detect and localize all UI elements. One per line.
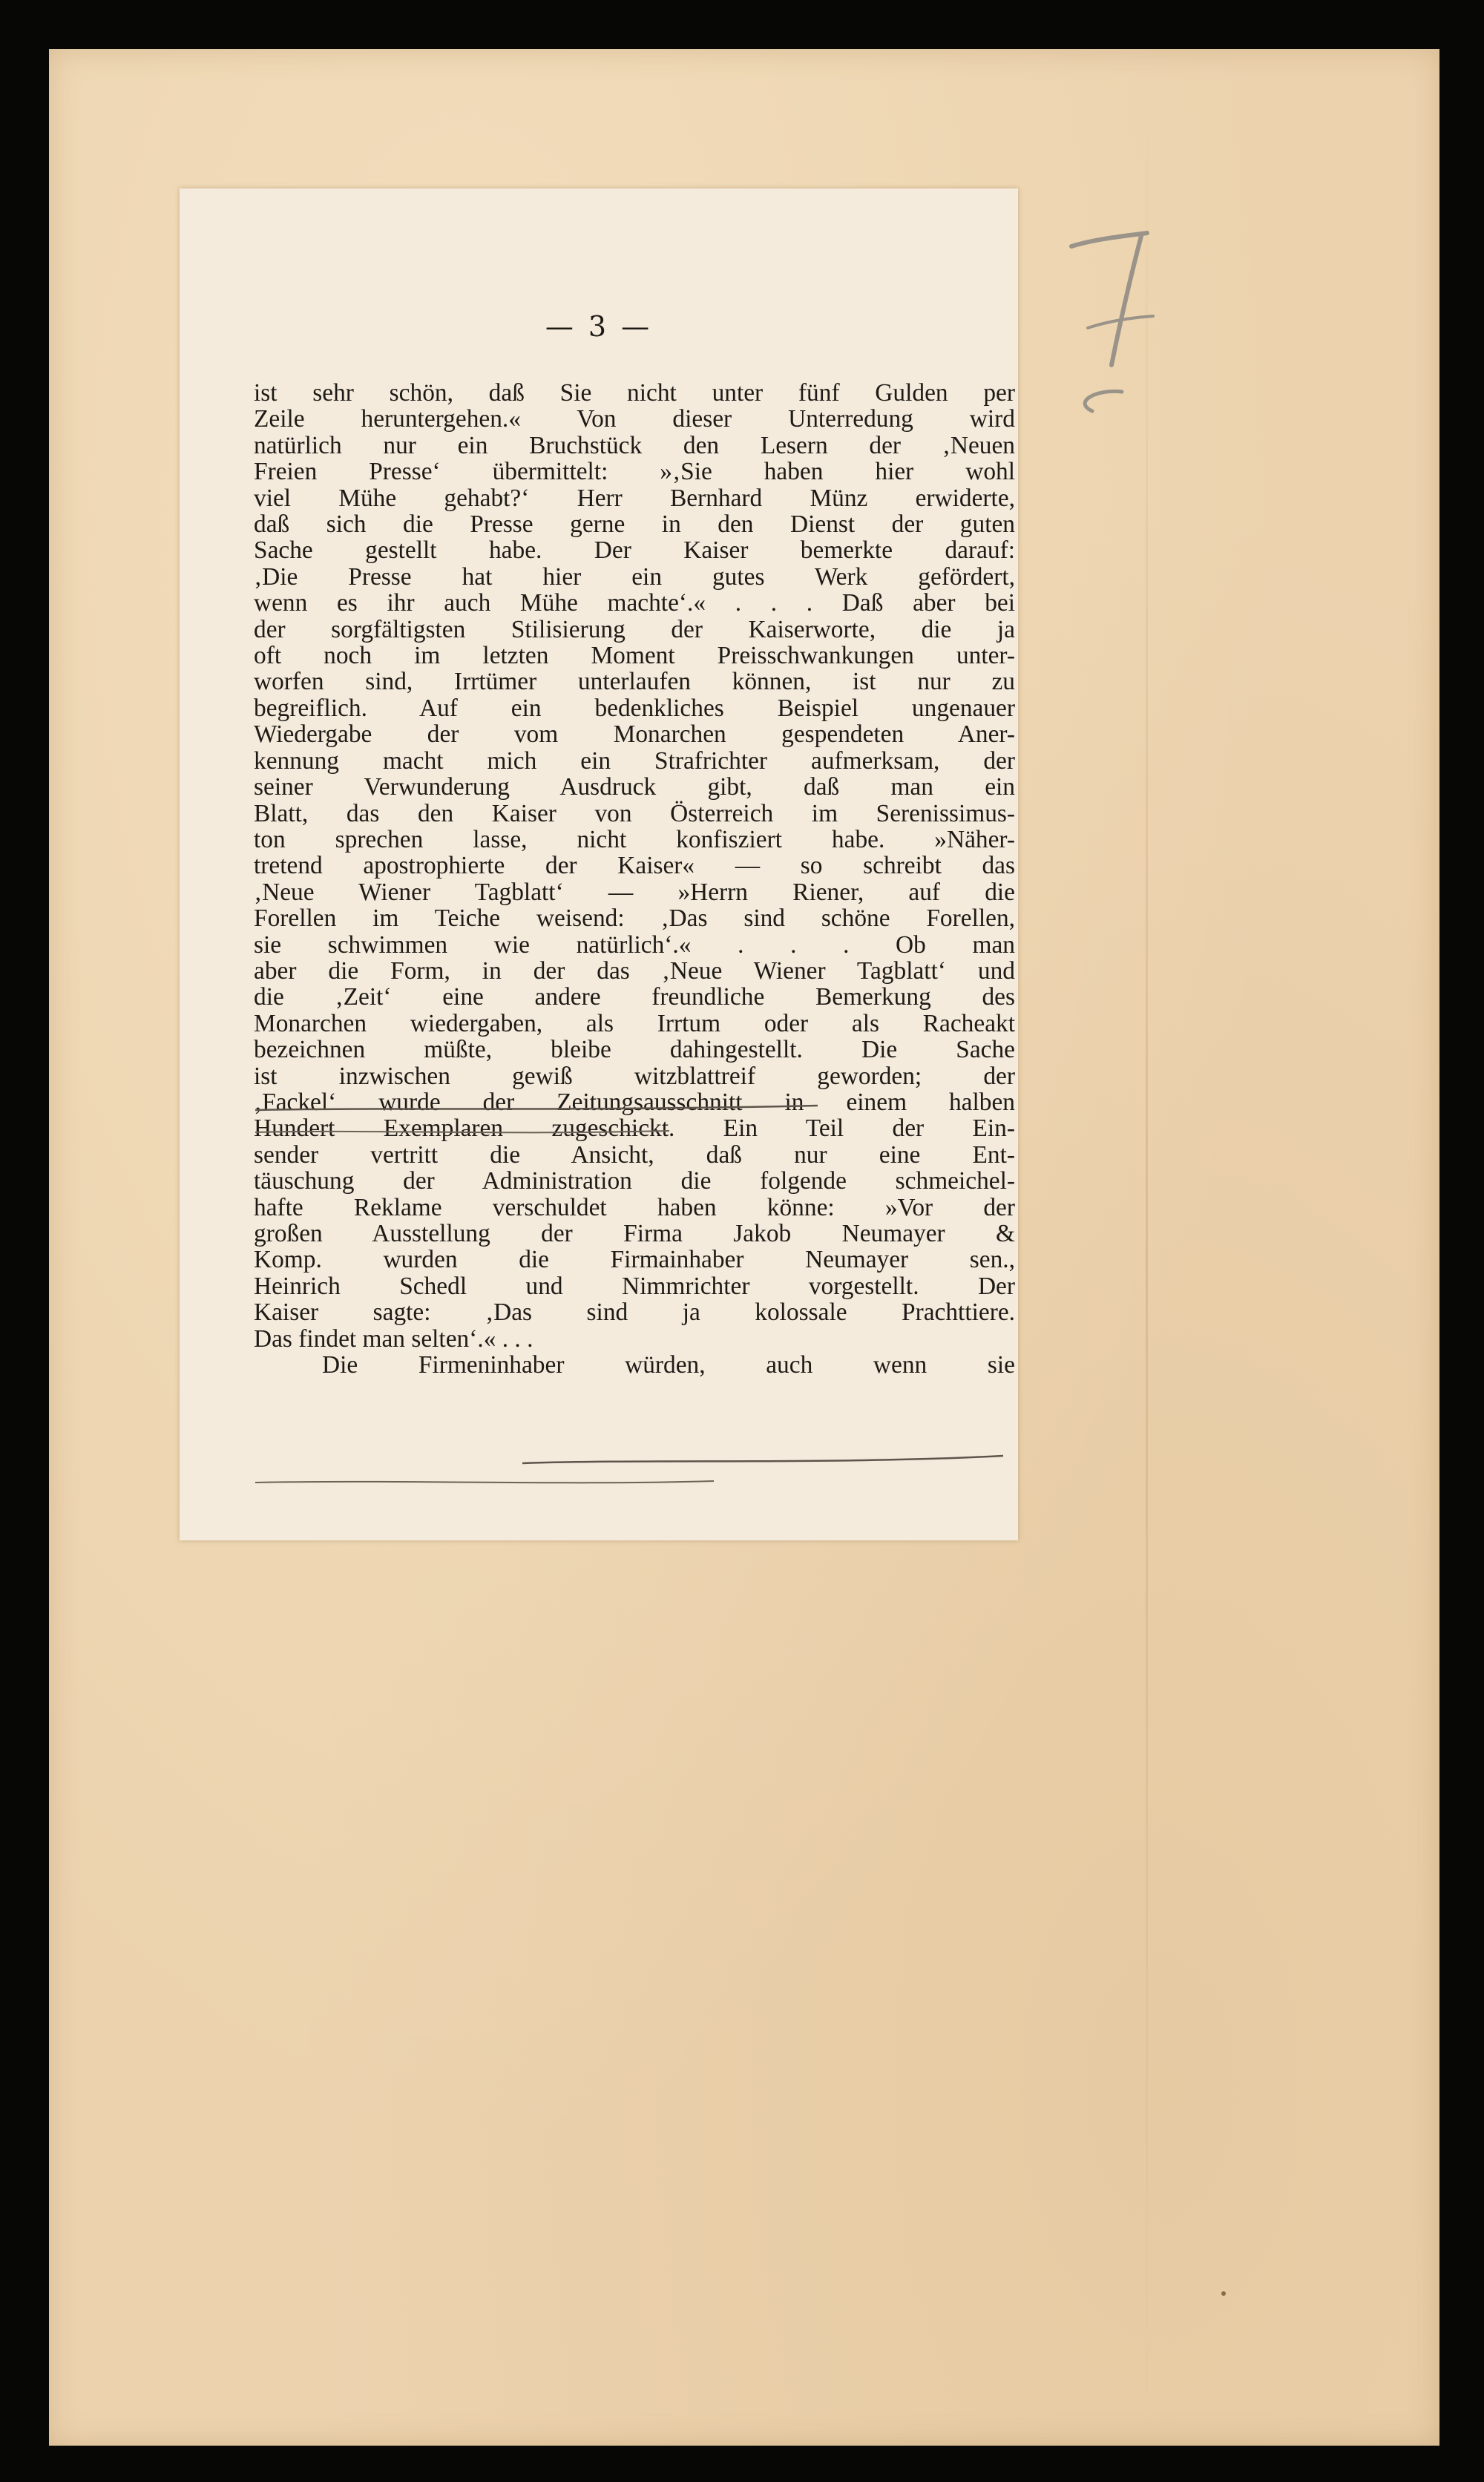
page-number: — 3 — (545, 310, 653, 343)
text-line: sender vertritt die Ansicht, daß nur eine Ent- (254, 1140, 1015, 1169)
text-line: natürlich nur ein Bruchstück den Lesern der ‚Neuen (254, 431, 1015, 459)
text-line: Die Firmeninhaber würden, auch wenn sie (322, 1351, 1015, 1379)
text-line: die ‚Zeit‘ eine andere freundliche Bemerkung des (254, 983, 1015, 1011)
archive-sheet (49, 49, 1439, 2446)
text-line: ist sehr schön, daß Sie nicht unter fünf Gulden per (254, 379, 1015, 407)
text-line: worfen sind, Irrtümer unterlaufen können, ist nur zu (254, 668, 1015, 696)
text-line: Sache gestellt habe. Der Kaiser bemerkte darauf: (254, 536, 1015, 565)
text-line: Kaiser sagte: ‚Das sind ja kolossale Prachttiere. (254, 1299, 1015, 1327)
text-line: oft noch im letzten Moment Preisschwankungen unter- (254, 642, 1015, 670)
pencil-underline (521, 1454, 1003, 1468)
text-line: wenn es ihr auch Mühe machte‘.« . . . Daß aber bei (254, 589, 1015, 617)
text-line: Komp. wurden die Firmainhaber Neumayer sen., (254, 1246, 1015, 1274)
text-line: seiner Verwunderung Ausdruck gibt, daß man ein (254, 773, 1015, 801)
pencil-underline (254, 1478, 714, 1487)
pencil-underline (254, 1126, 669, 1137)
text-line: tretend apostrophierte der Kaiser« — so schreibt das (254, 852, 1015, 880)
text-line: viel Mühe gehabt?‘ Herr Bernhard Münz erwiderte, (254, 484, 1015, 512)
text-line: hafte Reklame verschuldet haben könne: »Vor der (254, 1193, 1015, 1221)
newspaper-clipping (180, 188, 1018, 1540)
text-line: ist inzwischen gewiß witzblattreif geworden; der (254, 1062, 1015, 1090)
text-line: täuschung der Administration die folgende schmeichel- (254, 1167, 1015, 1195)
handwritten-number-mark (1043, 217, 1169, 439)
text-line: begreiflich. Auf ein bedenkliches Beispiel ungenauer (254, 694, 1015, 722)
text-line: kennung macht mich ein Strafrichter aufmerksam, der (254, 746, 1015, 775)
text-line: Freien Presse‘ übermittelt: »‚Sie haben hier wohl (254, 458, 1015, 486)
text-line: aber die Form, in der das ‚Neue Wiener Tagblatt‘ und (254, 956, 1015, 985)
text-line: bezeichnen müßte, bleibe dahingestellt. Die Sache (254, 1036, 1015, 1064)
text-line: Hundert Exemplaren zugeschickt. Ein Teil der Ein- (254, 1114, 1015, 1143)
text-line: ‚Fackel‘ wurde der Zeitungsausschnitt in einem halben (254, 1088, 1015, 1116)
text-line: Monarchen wiedergaben, als Irrtum oder als Racheakt (254, 1009, 1015, 1037)
text-line: ‚Die Presse hat hier ein gutes Werk gefördert, (254, 562, 1015, 591)
text-line: großen Ausstellung der Firma Jakob Neumayer & (254, 1220, 1015, 1247)
text-line: sie schwimmen wie natürlich‘.« . . . Ob man (254, 930, 1015, 959)
text-line: Das findet man selten‘.« . . . (254, 1324, 533, 1353)
text-line: Heinrich Schedl und Nimmrichter vorgestellt. Der (254, 1272, 1015, 1300)
text-line: Zeile heruntergehen.« Von dieser Unterredung wird (254, 405, 1015, 433)
text-line: daß sich die Presse gerne in den Dienst der guten (254, 510, 1015, 539)
text-line: Wiedergabe der vom Monarchen gespendeten Aner- (254, 720, 1015, 749)
text-line: Forellen im Teiche weisend: ‚Das sind schöne Forellen, (254, 905, 1015, 933)
pencil-underline (254, 1103, 818, 1114)
text-line: Blatt, das den Kaiser von Österreich im Serenissimus- (254, 799, 1015, 827)
article-text (254, 380, 1015, 1378)
text-line: ‚Neue Wiener Tagblatt‘ — »Herrn Riener, auf die (254, 878, 1015, 906)
text-line: der sorgfältigsten Stilisierung der Kaiserworte, die ja (254, 615, 1015, 643)
text-line: ton sprechen lasse, nicht konfisziert habe. »Näher- (254, 825, 1015, 853)
paper-speck (1221, 2291, 1226, 2296)
